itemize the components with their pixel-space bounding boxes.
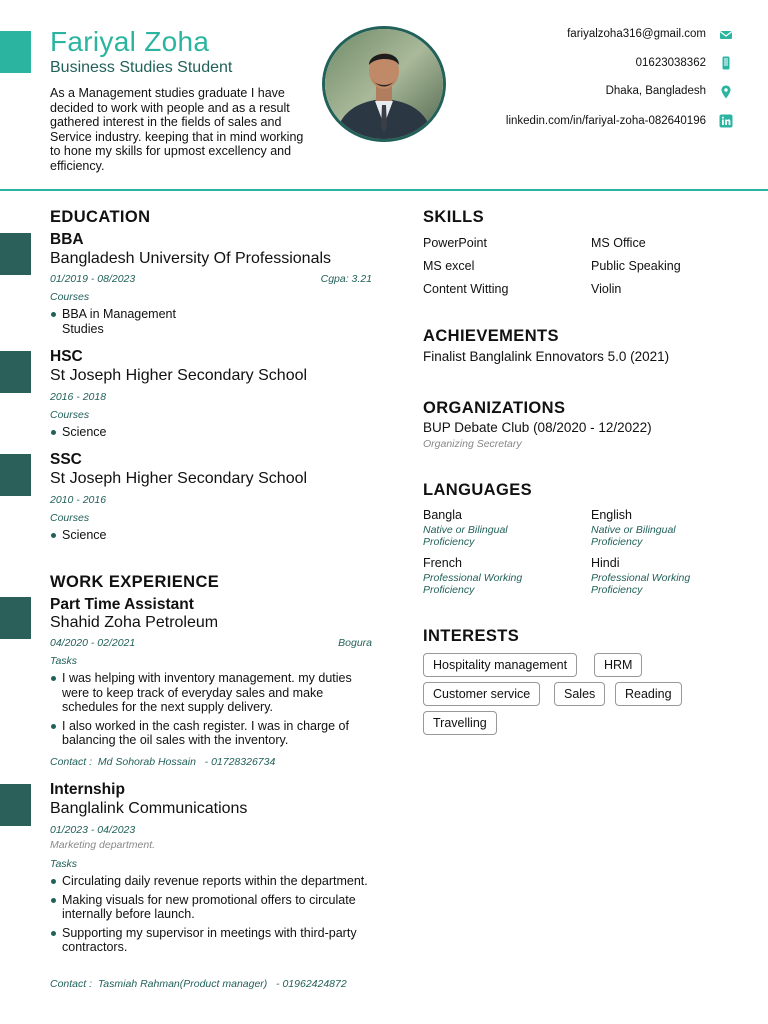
phone-icon: [719, 56, 733, 70]
course-item: Science: [50, 425, 250, 440]
language-level: Native or Bilingual Proficiency: [423, 524, 508, 548]
contact-email[interactable]: fariyalzoha316@gmail.com: [567, 28, 706, 40]
organizations-heading: ORGANIZATIONS: [423, 399, 566, 417]
job-dates: 04/2020 - 02/2021: [50, 637, 136, 649]
reference-contact: Contact : Tasmiah Rahman(Product manager) - 01962424872: [50, 978, 347, 990]
education-marker: [0, 351, 31, 393]
header-divider: [0, 189, 768, 191]
work-experience-heading: WORK EXPERIENCE: [50, 573, 220, 591]
education-marker: [0, 233, 31, 275]
education-heading: EDUCATION: [50, 208, 151, 226]
candidate-title: Business Studies Student: [50, 59, 233, 76]
linkedin-icon: [719, 114, 733, 128]
education-dates: 2010 - 2016: [50, 494, 107, 506]
tasks-label: Tasks: [50, 858, 78, 870]
degree-title: HSC: [50, 348, 83, 365]
summary-text: As a Management studies graduate I have decided to work with people and as a result gathered interest in the fields of sales and Service industry. keeping that in mind working to hone my skills for upmost excellency and efficiency.: [50, 86, 304, 173]
skills-heading: SKILLS: [423, 208, 485, 226]
language-name: French: [423, 556, 462, 570]
job-role: Internship: [50, 781, 125, 798]
interest-tag: Travelling: [423, 711, 497, 735]
language-level: Native or Bilingual Proficiency: [591, 524, 676, 548]
achievement-item: Finalist Banglalink Ennovators 5.0 (2021): [423, 349, 670, 364]
language-name: Bangla: [423, 508, 462, 522]
school-name: St Joseph Higher Secondary School: [50, 470, 308, 487]
contact-location: Dhaka, Bangladesh: [605, 85, 706, 97]
education-gpa: Cgpa: 3.21: [320, 273, 372, 285]
skill-item: Public Speaking: [591, 259, 681, 273]
course-item: Science: [50, 528, 250, 543]
courses-label: Courses: [50, 409, 90, 421]
language-level: Professional Working Proficiency: [423, 572, 523, 596]
company-name: Shahid Zoha Petroleum: [50, 614, 219, 631]
interest-tag: HRM: [594, 653, 642, 677]
degree-title: SSC: [50, 451, 82, 468]
task-item: Circulating daily revenue reports within the department.: [50, 874, 375, 889]
education-dates: 2016 - 2018: [50, 391, 107, 403]
work-marker: [0, 784, 31, 826]
interest-tag: Reading: [615, 682, 682, 706]
task-list: [50, 671, 375, 752]
skill-item: Content Witting: [423, 282, 509, 296]
candidate-name: Fariyal Zoha: [50, 26, 210, 57]
course-list: [50, 425, 250, 444]
location-pin-icon: [719, 85, 733, 99]
task-item: Making visuals for new promotional offers to circulate internally before launch.: [50, 893, 375, 922]
interest-tag: Sales: [554, 682, 605, 706]
interest-tag: Hospitality management: [423, 653, 577, 677]
job-dates: 01/2023 - 04/2023: [50, 824, 136, 836]
task-item: I was helping with inventory management. my duties were to keep track of everyday sales and make schedules for the next supply delivery.: [50, 671, 375, 715]
task-item: I also worked in the cash register. I was in charge of balancing the oil sales with the inventory.: [50, 719, 375, 748]
interests-heading: INTERESTS: [423, 627, 520, 645]
contact-phone[interactable]: 01623038362: [635, 57, 706, 69]
contact-linkedin[interactable]: linkedin.com/in/fariyal-zoha-082640196: [505, 115, 706, 127]
course-list: [50, 528, 250, 547]
education-dates: 01/2019 - 08/2023: [50, 273, 136, 285]
organization-role: Organizing Secretary: [423, 438, 522, 450]
skill-item: MS excel: [423, 259, 475, 273]
profile-photo-illustration: [325, 29, 443, 139]
language-name: Hindi: [591, 556, 620, 570]
course-item: BBA in Management Studies: [50, 307, 200, 336]
task-item: Supporting my supervisor in meetings with third-party contractors.: [50, 926, 375, 955]
header-accent-block: [0, 31, 31, 73]
skill-item: MS Office: [591, 236, 646, 250]
job-note: Marketing department.: [50, 839, 156, 851]
languages-heading: LANGUAGES: [423, 481, 533, 499]
job-location: Bogura: [338, 637, 372, 649]
company-name: Banglalink Communications: [50, 800, 248, 817]
course-list: [50, 307, 200, 340]
job-role: Part Time Assistant: [50, 596, 194, 613]
degree-title: BBA: [50, 231, 84, 248]
education-marker: [0, 454, 31, 496]
email-icon: [719, 28, 733, 42]
courses-label: Courses: [50, 512, 90, 524]
interest-tag: Customer service: [423, 682, 540, 706]
achievements-heading: ACHIEVEMENTS: [423, 327, 559, 345]
profile-photo: [322, 26, 446, 142]
school-name: Bangladesh University Of Professionals: [50, 250, 332, 267]
language-name: English: [591, 508, 632, 522]
skill-item: PowerPoint: [423, 236, 487, 250]
school-name: St Joseph Higher Secondary School: [50, 367, 308, 384]
work-marker: [0, 597, 31, 639]
language-level: Professional Working Proficiency: [591, 572, 691, 596]
skill-item: Violin: [591, 282, 622, 296]
organization-name: BUP Debate Club (08/2020 - 12/2022): [423, 420, 652, 435]
task-list: [50, 874, 375, 959]
reference-contact: Contact : Md Sohorab Hossain - 01728326734: [50, 756, 276, 768]
tasks-label: Tasks: [50, 655, 78, 667]
courses-label: Courses: [50, 291, 90, 303]
